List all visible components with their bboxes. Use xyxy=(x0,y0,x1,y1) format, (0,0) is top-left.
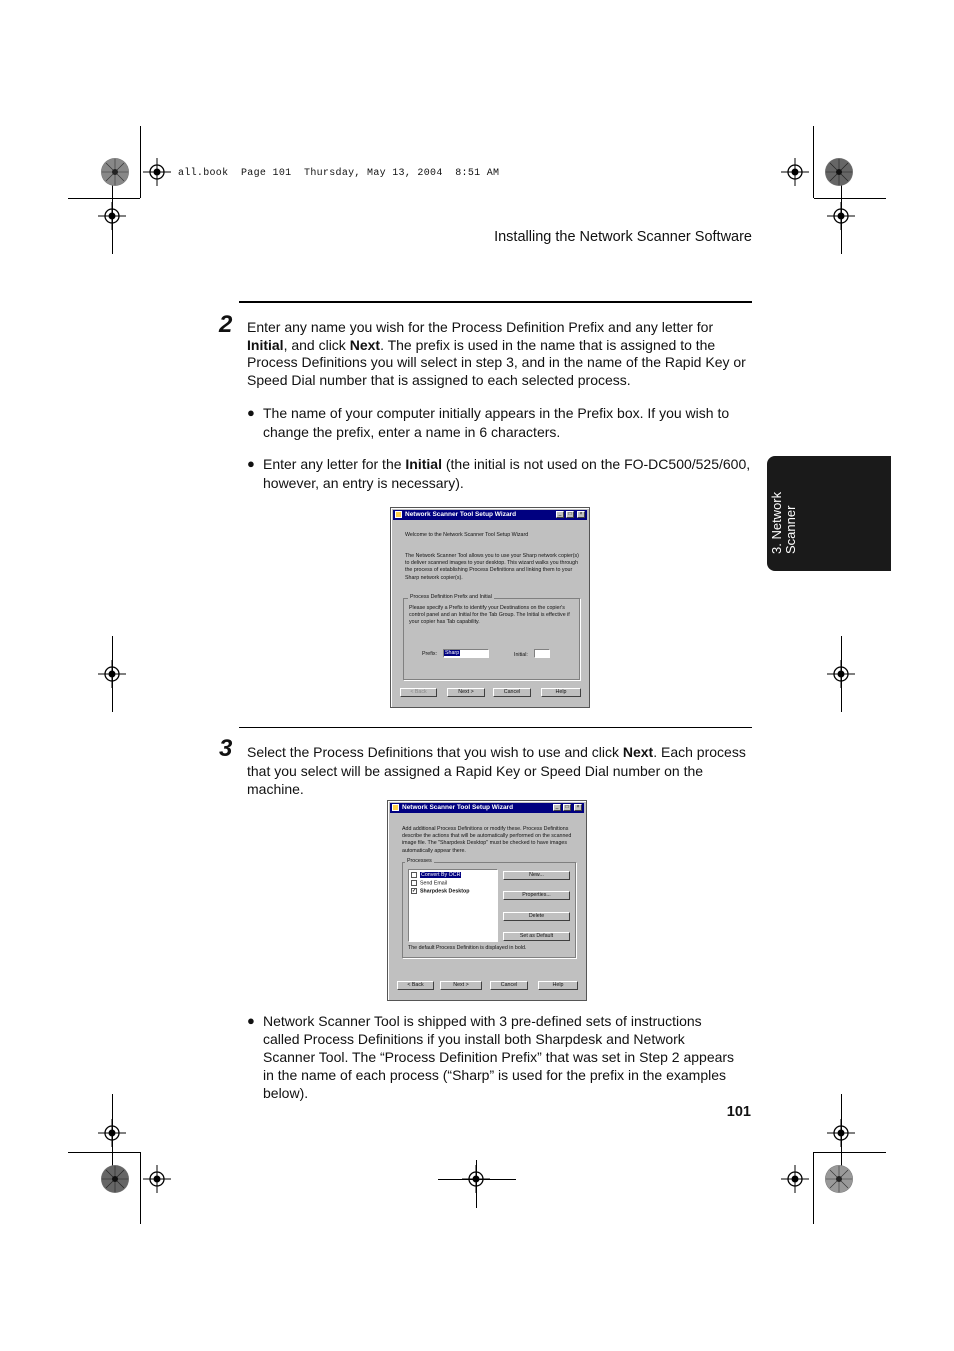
set-as-default-button[interactable]: Set as Default xyxy=(503,932,570,941)
color-rosette-icon xyxy=(825,158,853,186)
running-head: Installing the Network Scanner Software xyxy=(494,229,752,245)
dialog-description: The Network Scanner Tool allows you to use your Sharp network copier(s) to deliver scanned images to your desktop. This wizard walks you through the process of establishing Process Definitions and linking them to your Sharp network copier(s). xyxy=(405,553,579,581)
groupbox-label: Processes xyxy=(407,858,432,864)
groupbox-description: Please specify a Prefix to identify your Destinations on the copier's control panel and an Initial for the Tab Group. The Initial is effective if your copier has Tab capability. xyxy=(409,605,570,626)
back-button[interactable]: < Back xyxy=(397,981,434,990)
color-rosette-icon xyxy=(101,1165,129,1193)
registration-target-icon xyxy=(781,1165,809,1193)
dialog-title-bar: Network Scanner Tool Setup Wizard xyxy=(390,803,584,813)
default-process-note: The default Process Definition is displayed in bold. xyxy=(408,945,527,951)
registration-target-icon xyxy=(98,1119,126,1147)
delete-button[interactable]: Delete xyxy=(503,912,570,921)
list-item: ● The name of your computer initially appears in the Prefix box. If you wish to change the prefix, enter a name in 6 characters. xyxy=(247,405,730,440)
step-number: 3 xyxy=(219,735,233,762)
app-icon xyxy=(395,511,402,518)
section-rule xyxy=(239,301,752,303)
list-item: ● Network Scanner Tool is shipped with 3 pre-defined sets of instructions called Process Definitions if you install both Sharpdesk and Network Scanner Tool. The “Process Definition Prefix” that was set in Step 2 appears in the name of each process (“Sharp” is used for the prefix in the examples below). xyxy=(247,1013,735,1101)
checkbox-icon[interactable] xyxy=(411,880,417,886)
maximize-icon[interactable]: □ xyxy=(566,511,574,518)
list-item[interactable]: Convert By OCR xyxy=(411,872,461,879)
registration-target-icon xyxy=(781,158,809,186)
prefix-input[interactable]: Sharp xyxy=(443,649,489,658)
registration-target-icon xyxy=(827,660,855,688)
color-rosette-icon xyxy=(825,1165,853,1193)
checkmark-icon[interactable]: ✓ xyxy=(412,888,417,894)
app-icon xyxy=(392,804,399,811)
step2-text: Enter any name you wish for the Process Definition Prefix and any letter for Initial, and click Next. The prefix is used in the name that is assigned to the Process Definitions you will select in step 3, and in the name of the Rapid Key or Speed Dial number that is assigned to each selected process. xyxy=(247,319,746,388)
next-button[interactable]: Next > xyxy=(447,688,485,697)
maximize-icon[interactable]: □ xyxy=(563,804,571,811)
checkbox-icon[interactable] xyxy=(411,872,417,878)
close-icon[interactable]: × xyxy=(574,804,582,811)
registration-target-icon xyxy=(827,1119,855,1147)
list-item[interactable]: ✓ Sharpdesk Desktop xyxy=(412,888,470,895)
step-number: 2 xyxy=(219,311,233,338)
registration-target-icon xyxy=(98,202,126,230)
minimize-icon[interactable]: _ xyxy=(553,804,561,811)
prefix-label: Prefix: xyxy=(422,651,438,657)
setup-wizard-dialog-prefix xyxy=(390,507,590,708)
list-item[interactable]: Send Email xyxy=(411,880,447,887)
registration-target-icon xyxy=(143,1165,171,1193)
step3-text: Select the Process Definitions that you wish to use and click Next. Each process that you select will be assigned a Rapid Key or Speed Dial number on the machine. xyxy=(247,744,746,797)
close-icon[interactable]: × xyxy=(577,511,585,518)
registration-target-icon xyxy=(98,660,126,688)
registration-target-icon xyxy=(462,1165,490,1193)
chapter-side-tab-label: 3. Network Scanner xyxy=(769,491,798,554)
dialog-title-bar: Network Scanner Tool Setup Wizard xyxy=(393,510,587,520)
cancel-button[interactable]: Cancel xyxy=(493,688,531,697)
help-button[interactable]: Help xyxy=(541,688,581,697)
page-number: 101 xyxy=(726,1104,751,1120)
setup-wizard-dialog-processes xyxy=(387,800,587,1001)
color-rosette-icon xyxy=(101,158,129,186)
bullet-icon: ● xyxy=(247,1013,255,1028)
minimize-icon[interactable]: _ xyxy=(556,511,564,518)
process-listbox[interactable] xyxy=(408,869,498,942)
bullet-icon: ● xyxy=(247,456,255,471)
welcome-text: Welcome to the Network Scanner Tool Setup Wizard xyxy=(405,532,529,538)
bullet-icon: ● xyxy=(247,405,255,420)
properties-button[interactable]: Properties... xyxy=(503,891,570,900)
next-button[interactable]: Next > xyxy=(440,981,482,990)
groupbox-label: Process Definition Prefix and Initial xyxy=(410,594,492,600)
initial-label: Initial: xyxy=(514,652,528,658)
dialog-description: Add additional Process Definitions or modify these. Process Definitions describe the actions that will be automatically performed on the scanned image file. The "Sharpdesk Desktop" must be checked to have images automatically appear there. xyxy=(402,826,572,854)
list-item: ● Enter any letter for the Initial (the initial is not used on the FO-DC500/525/600, however, an entry is necessary). xyxy=(247,456,751,491)
section-rule xyxy=(239,727,752,728)
initial-input[interactable] xyxy=(534,649,550,658)
help-button[interactable]: Help xyxy=(538,981,578,990)
new-button[interactable]: New... xyxy=(503,871,570,880)
print-stamp: all.book Page 101 Thursday, May 13, 2004 8:51 AM xyxy=(178,168,500,179)
cancel-button[interactable]: Cancel xyxy=(490,981,528,990)
registration-target-icon xyxy=(143,158,171,186)
back-button[interactable]: < Back xyxy=(400,688,437,697)
registration-target-icon xyxy=(827,202,855,230)
